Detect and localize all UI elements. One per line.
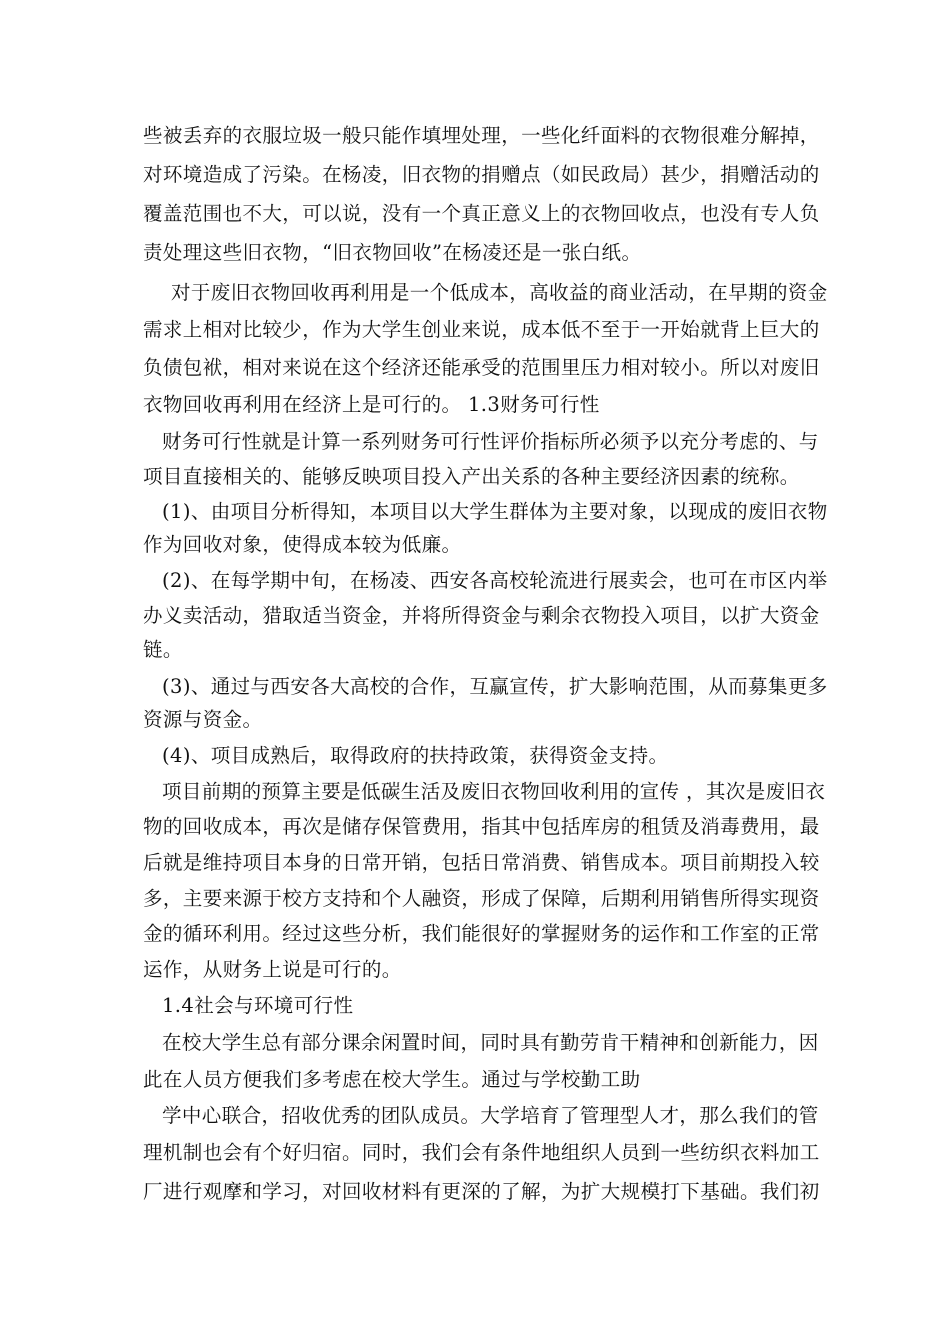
text-line: (1)、由项目分析得知，本项目以大学生群体为主要对象，以现成的废旧衣物 — [162, 500, 828, 523]
text-line: 理机制也会有个好归宿。同时，我们会有条件地组织人员到一些纺织衣料加工 — [143, 1141, 820, 1164]
text-line: 学中心联合，招收优秀的团队成员。大学培育了管理型人才，那么我们的管 — [162, 1104, 819, 1127]
text-line: 责处理这些旧衣物，“旧衣物回收”在杨凌还是一张白纸。 — [143, 241, 642, 264]
text-line: 覆盖范围也不大，可以说，没有一个真正意义上的衣物回收点，也没有专人负 — [143, 202, 820, 225]
text-line: 项目前期的预算主要是低碳生活及废旧衣物回收利用的宣传 ，其次是废旧衣 — [162, 780, 826, 803]
text-line: 多，主要来源于校方支持和个人融资，形成了保障，后期利用销售所得实现资 — [143, 887, 820, 910]
text-line: 财务可行性就是计算一系列财务可行性评价指标所必须予以充分考虑的、与 — [162, 430, 819, 453]
text-line: 些被丢弃的衣服垃圾一般只能作填埋处理，一些化纤面料的衣物很难分解掉， — [143, 124, 820, 147]
text-line: 此在人员方便我们多考虑在校大学生。通过与学校勤工助 — [143, 1068, 641, 1091]
text-line: 负债包袱，相对来说在这个经济还能承受的范围里压力相对较小。所以对废旧 — [143, 356, 820, 379]
text-line: 办义卖活动，猎取适当资金，并将所得资金与剩余衣物投入项目，以扩大资金 — [143, 604, 820, 627]
text-line: 链。 — [143, 638, 183, 661]
text-line: (3)、通过与西安各大高校的合作，互赢宣传，扩大影响范围，从而募集更多 — [162, 675, 828, 698]
text-line: 厂进行观摩和学习，对回收材料有更深的了解，为扩大规模打下基础。我们初 — [143, 1180, 820, 1203]
text-line: 运作，从财务上说是可行的。 — [143, 958, 402, 981]
text-line: 物的回收成本，再次是储存保管费用，指其中包括库房的租赁及消毒费用，最 — [143, 815, 820, 838]
text-line: 金的循环利用。经过这些分析，我们能很好的掌握财务的运作和工作室的正常 — [143, 922, 820, 945]
text-line: (4)、项目成熟后，取得政府的扶持政策，获得资金支持。 — [162, 744, 669, 767]
text-line: 在校大学生总有部分课余闲置时间，同时具有勤劳肯干精神和创新能力，因 — [162, 1031, 819, 1054]
text-line: 后就是维持项目本身的日常开销，包括日常消费、销售成本。项目前期投入较 — [143, 851, 820, 874]
text-line: 资源与资金。 — [143, 708, 263, 731]
text-line: (2)、在每学期中旬，在杨凌、西安各高校轮流进行展卖会，也可在市区内举 — [162, 569, 828, 592]
section-heading: 1.4社会与环境可行性 — [162, 994, 354, 1017]
text-line: 需求上相对比较少，作为大学生创业来说，成本低不至于一开始就背上巨大的 — [143, 318, 820, 341]
text-line: 作为回收对象，使得成本较为低廉。 — [143, 533, 462, 556]
text-line: 衣物回收再利用在经济上是可行的。 1.3财务可行性 — [143, 393, 600, 416]
text-line: 对于废旧衣物回收再利用是一个低成本，高收益的商业活动，在早期的资金 — [171, 281, 828, 304]
text-line: 项目直接相关的、能够反映项目投入产出关系的各种主要经济因素的统称。 — [143, 465, 800, 488]
text-line: 对环境造成了污染。在杨凌，旧衣物的捐赠点（如民政局）甚少，捐赠活动的 — [143, 163, 820, 186]
